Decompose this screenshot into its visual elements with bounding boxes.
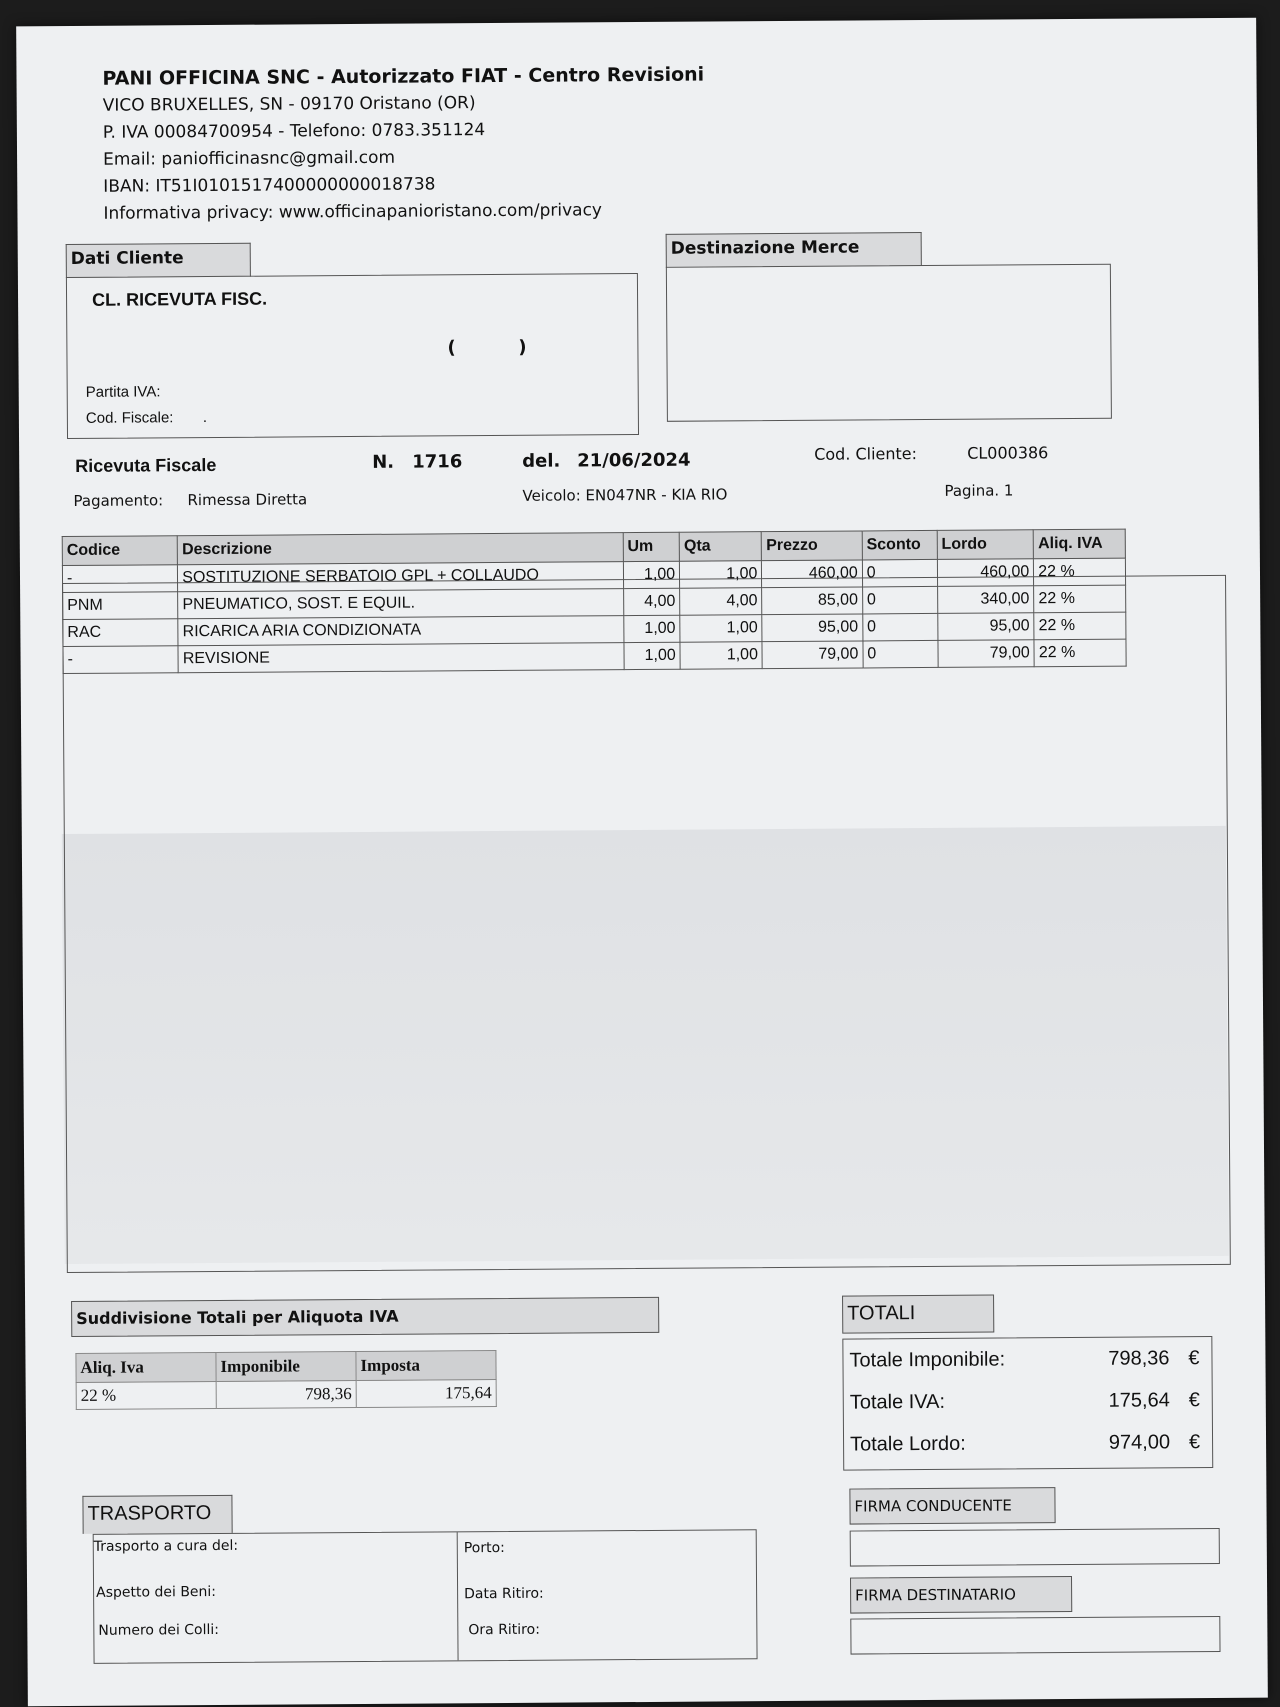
vat-col-taxable: Imponibile bbox=[216, 1352, 356, 1382]
col-qty: Qta bbox=[679, 532, 761, 562]
payment-value: Rimessa Diretta bbox=[187, 490, 308, 510]
total-gross-label: Totale Lordo: bbox=[849, 1432, 966, 1456]
client-box bbox=[66, 273, 639, 439]
vat-col-rate: Aliq. Iva bbox=[76, 1352, 216, 1382]
doc-type: Ricevuta Fiscale bbox=[75, 454, 217, 476]
company-address: VICO BRUXELLES, SN - 09170 Oristano (OR) bbox=[102, 93, 476, 116]
total-gross-row bbox=[850, 1431, 1200, 1456]
cell-um: 4,00 bbox=[623, 588, 680, 615]
client-name: CL. RICEVUTA FISC. bbox=[91, 288, 268, 310]
cell-um: 1,00 bbox=[623, 561, 680, 588]
cell-description: SOSTITUZIONE SERBATOIO GPL + COLLAUDO bbox=[178, 562, 624, 592]
total-taxable-row bbox=[849, 1347, 1199, 1372]
total-taxable-value: 798,36 bbox=[1108, 1347, 1170, 1370]
cell-discount: 0 bbox=[862, 586, 937, 614]
cell-price: 95,00 bbox=[762, 614, 863, 642]
company-privacy: Informativa privacy: www.officinapanioristano.com/privacy bbox=[103, 200, 603, 224]
transport-goods-label: Aspetto dei Beni: bbox=[96, 1583, 217, 1601]
transport-pickup-time-label: Ora Ritiro: bbox=[468, 1621, 540, 1639]
cell-vat: 22 % bbox=[1034, 585, 1126, 613]
transport-divider bbox=[457, 1532, 459, 1660]
items-table bbox=[62, 529, 1127, 674]
currency-symbol: € bbox=[1188, 1389, 1200, 1412]
receipt-paper bbox=[16, 18, 1268, 1707]
cell-price: 79,00 bbox=[762, 641, 863, 669]
driver-signature-field[interactable] bbox=[850, 1528, 1220, 1567]
company-iban: IBAN: IT51I0101517400000000018738 bbox=[103, 174, 436, 197]
transport-header: TRASPORTO bbox=[82, 1495, 232, 1534]
company-name: PANI OFFICINA SNC - Autorizzato FIAT - Centro Revisioni bbox=[102, 63, 705, 90]
col-discount: Sconto bbox=[862, 530, 937, 560]
col-price: Prezzo bbox=[762, 531, 863, 561]
company-header bbox=[102, 62, 705, 228]
cell-qty: 4,00 bbox=[680, 588, 762, 616]
cell-discount: 0 bbox=[862, 559, 937, 587]
doc-number-label: N. bbox=[372, 451, 395, 473]
payment-label: Pagamento: bbox=[73, 491, 164, 510]
transport-box bbox=[93, 1529, 758, 1664]
company-email: Email: paniofficinasnc@gmail.com bbox=[103, 147, 396, 170]
client-code-label: Cod. Cliente: bbox=[814, 444, 918, 464]
currency-symbol: € bbox=[1188, 1347, 1200, 1370]
col-description: Descrizione bbox=[177, 533, 623, 565]
cell-discount: 0 bbox=[863, 613, 938, 641]
total-gross-value: 974,00 bbox=[1108, 1431, 1171, 1454]
vehicle-info: Veicolo: EN047NR - KIA RIO bbox=[522, 485, 728, 505]
cell-price: 460,00 bbox=[762, 560, 863, 588]
cell-code: RAC bbox=[63, 619, 178, 647]
cell-code: PNM bbox=[63, 592, 178, 620]
cell-description: REVISIONE bbox=[178, 643, 624, 673]
col-code: Codice bbox=[62, 536, 177, 566]
cell-qty: 1,00 bbox=[680, 615, 762, 643]
cell-um: 1,00 bbox=[624, 642, 681, 669]
col-vat: Aliq. IVA bbox=[1033, 529, 1125, 559]
client-parentheses: ( ) bbox=[447, 336, 527, 359]
currency-symbol: € bbox=[1188, 1431, 1201, 1454]
transport-by-label: Trasporto a cura del: bbox=[93, 1537, 239, 1555]
doc-number: 1716 bbox=[412, 451, 463, 473]
totals-box bbox=[842, 1336, 1213, 1471]
client-fiscal-label: Cod. Fiscale: bbox=[85, 409, 174, 427]
destination-header: Destinazione Merce bbox=[666, 232, 922, 268]
vat-split-header-row bbox=[76, 1351, 496, 1383]
vat-split-header: Suddivisione Totali per Aliquota IVA bbox=[71, 1297, 659, 1337]
driver-signature-label: FIRMA CONDUCENTE bbox=[849, 1487, 1055, 1524]
vat-tax: 175,64 bbox=[356, 1380, 496, 1408]
cell-vat: 22 % bbox=[1034, 558, 1126, 586]
cell-price: 85,00 bbox=[762, 587, 863, 615]
totals-header: TOTALI bbox=[842, 1295, 994, 1334]
client-header: Dati Cliente bbox=[66, 243, 251, 278]
client-vat-label: Partita IVA: bbox=[85, 383, 161, 401]
cell-description: PNEUMATICO, SOST. E EQUIL. bbox=[178, 589, 624, 619]
transport-pickup-date-label: Data Ritiro: bbox=[464, 1585, 544, 1603]
client-code: CL000386 bbox=[967, 443, 1049, 463]
cell-um: 1,00 bbox=[623, 615, 680, 642]
col-gross: Lordo bbox=[937, 530, 1034, 560]
cell-code: - bbox=[63, 646, 178, 674]
recipient-signature-field[interactable] bbox=[850, 1616, 1220, 1655]
cell-gross: 460,00 bbox=[937, 559, 1034, 587]
page-number: Pagina. 1 bbox=[944, 481, 1014, 500]
destination-box bbox=[666, 264, 1112, 422]
doc-date-label: del. bbox=[522, 450, 561, 472]
cell-qty: 1,00 bbox=[680, 561, 762, 589]
client-fiscal-value: . bbox=[202, 409, 208, 427]
vat-split-table bbox=[75, 1350, 496, 1410]
total-vat-label: Totale IVA: bbox=[849, 1390, 946, 1414]
col-um: Um bbox=[623, 532, 680, 561]
cell-qty: 1,00 bbox=[680, 642, 762, 670]
cell-gross: 79,00 bbox=[938, 640, 1035, 668]
total-vat-row bbox=[850, 1389, 1200, 1414]
cell-gross: 340,00 bbox=[937, 586, 1034, 614]
vat-col-tax: Imposta bbox=[356, 1351, 496, 1381]
company-vat-phone: P. IVA 00084700954 - Telefono: 0783.351124 bbox=[102, 120, 486, 143]
cell-description: RICARICA ARIA CONDIZIONATA bbox=[178, 616, 624, 646]
cell-vat: 22 % bbox=[1034, 639, 1126, 667]
cell-gross: 95,00 bbox=[937, 613, 1034, 641]
total-taxable-label: Totale Imponibile: bbox=[849, 1348, 1006, 1372]
recipient-signature-label: FIRMA DESTINATARIO bbox=[850, 1576, 1072, 1614]
doc-date: 21/06/2024 bbox=[577, 449, 691, 472]
cell-vat: 22 % bbox=[1034, 612, 1126, 640]
table-row bbox=[76, 1380, 496, 1410]
cell-code: - bbox=[62, 565, 177, 593]
items-frame bbox=[62, 575, 1231, 1273]
transport-packages-label: Numero dei Colli: bbox=[98, 1621, 220, 1639]
vat-taxable: 798,36 bbox=[216, 1381, 356, 1409]
transport-port-label: Porto: bbox=[463, 1539, 505, 1557]
vat-rate: 22 % bbox=[76, 1381, 216, 1409]
total-vat-value: 175,64 bbox=[1108, 1389, 1170, 1412]
cell-discount: 0 bbox=[863, 640, 938, 668]
